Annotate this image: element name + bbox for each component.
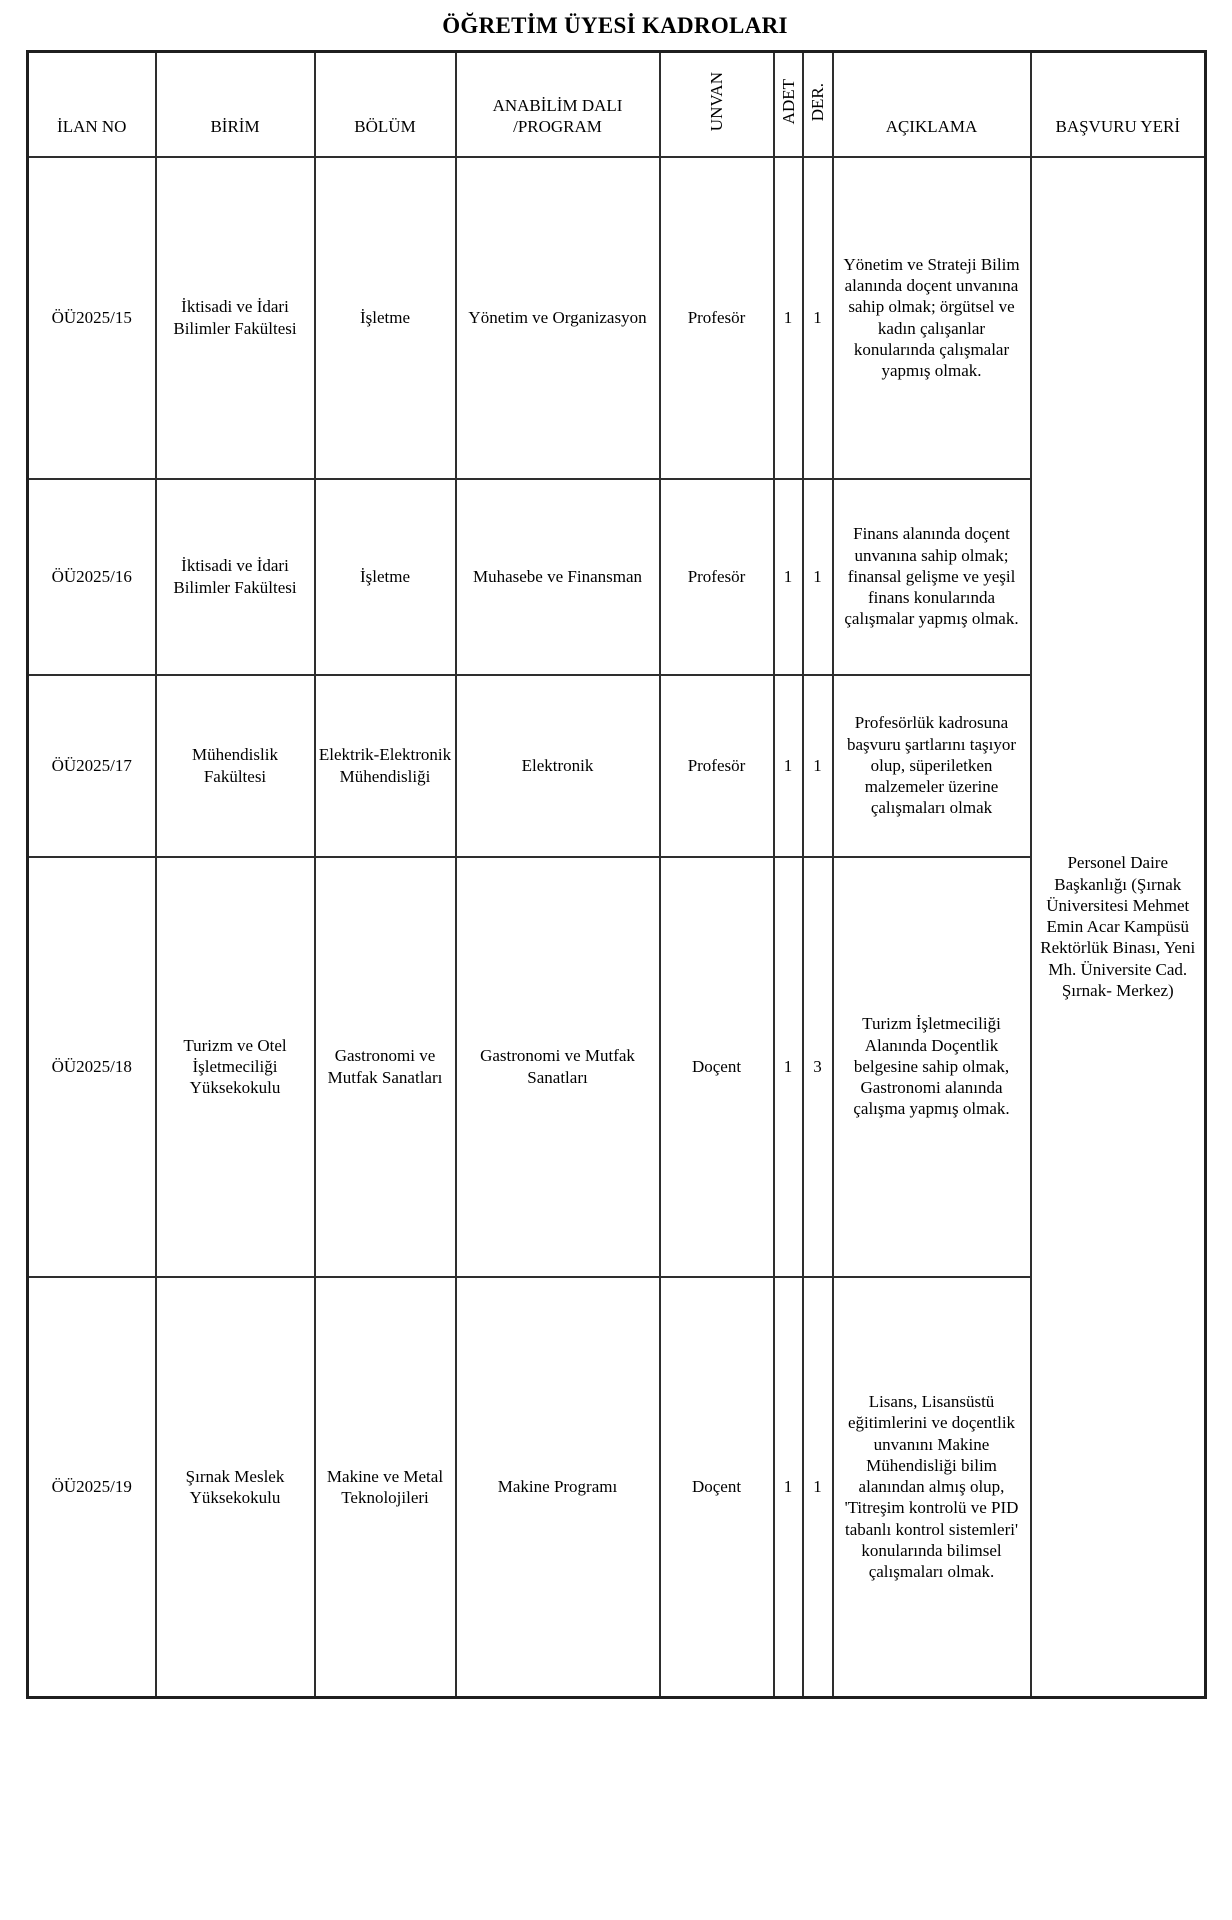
cell-unvan: Profesör: [660, 479, 774, 675]
cell-anabilim: Elektronik: [456, 675, 660, 857]
table-row: [28, 1277, 1206, 1698]
cell-anabilim: Yönetim ve Organizasyon: [456, 157, 660, 479]
header-unvan-label: UNVAN: [707, 72, 726, 132]
cell-adet: 1: [774, 675, 803, 857]
cell-bolum: Elektrik-Elektronik Mühendisliği: [315, 675, 456, 857]
cell-adet: 1: [774, 157, 803, 479]
header-aciklama: [833, 52, 1031, 157]
cell-ilan-no: ÖÜ2025/18: [28, 857, 156, 1277]
cell-der: 1: [803, 157, 833, 479]
header-der-label: DER.: [808, 82, 827, 121]
header-aciklama-label: AÇIKLAMA: [885, 117, 978, 137]
header-basvuru-yeri: [1031, 52, 1206, 157]
header-birim: [156, 52, 315, 157]
header-birim-label: BİRİM: [210, 117, 260, 137]
cell-unvan: Profesör: [660, 675, 774, 857]
header-ilan-no-label: İLAN NO: [57, 117, 127, 137]
cell-der: 3: [803, 857, 833, 1277]
table-row: [28, 479, 1206, 675]
cell-adet: 1: [774, 1277, 803, 1698]
cell-der: 1: [803, 1277, 833, 1698]
header-unvan: [660, 52, 774, 157]
cell-der: 1: [803, 479, 833, 675]
cell-bolum: Gastronomi ve Mutfak Sanatları: [315, 857, 456, 1277]
header-ilan-no: [28, 52, 156, 157]
cell-unvan: Doçent: [660, 857, 774, 1277]
cell-ilan-no: ÖÜ2025/15: [28, 157, 156, 479]
cell-adet: 1: [774, 479, 803, 675]
kadro-table: [26, 50, 1207, 1699]
cell-bolum: Makine ve Metal Teknolojileri: [315, 1277, 456, 1698]
cell-bolum: İşletme: [315, 479, 456, 675]
cell-aciklama: Profesörlük kadrosuna başvuru şartlarını taşıyor olup, süperiletken malzemeler üzerine çalışmaları olmak: [833, 675, 1031, 857]
cell-bolum: İşletme: [315, 157, 456, 479]
cell-aciklama: Turizm İşletmeciliği Alanında Doçentlik belgesine sahip olmak, Gastronomi alanında çalışma yapmış olmak.: [833, 857, 1031, 1277]
header-bolum-label: BÖLÜM: [354, 117, 416, 137]
table-row: [28, 675, 1206, 857]
table-row: [28, 857, 1206, 1277]
cell-ilan-no: ÖÜ2025/17: [28, 675, 156, 857]
cell-aciklama: Lisans, Lisansüstü eğitimlerini ve doçentlik unvanını Makine Mühendisliği bilim alanından almış olup, 'Titreşim kontrolü ve PID tabanlı kontrol sistemleri' konularında bilimsel çalışmaları olmak.: [833, 1277, 1031, 1698]
table-row: [28, 157, 1206, 479]
cell-aciklama: Finans alanında doçent unvanına sahip olmak; finansal gelişme ve yeşil finans konularında çalışmalar yapmış olmak.: [833, 479, 1031, 675]
header-adet-label: ADET: [778, 78, 798, 125]
cell-unvan: Profesör: [660, 157, 774, 479]
cell-ilan-no: ÖÜ2025/16: [28, 479, 156, 675]
cell-birim: İktisadi ve İdari Bilimler Fakültesi: [156, 157, 315, 479]
cell-anabilim: Makine Programı: [456, 1277, 660, 1698]
header-anabilim-line1: ANABİLİM DALI: [492, 96, 623, 115]
header-anabilim: [456, 52, 660, 157]
cell-basvuru-yeri: Personel Daire Başkanlığı (Şırnak Üniversitesi Mehmet Emin Acar Kampüsü Rektörlük Binası, Yeni Mh. Üniversite Cad. Şırnak- Merkez): [1031, 157, 1206, 1698]
cell-anabilim: Muhasebe ve Finansman: [456, 479, 660, 675]
cell-birim: Şırnak Meslek Yüksekokulu: [156, 1277, 315, 1698]
header-basvuru-yeri-label: BAŞVURU YERİ: [1055, 117, 1181, 137]
cell-adet: 1: [774, 857, 803, 1277]
cell-anabilim: Gastronomi ve Mutfak Sanatları: [456, 857, 660, 1277]
page-title: ÖĞRETİM ÜYESİ KADROLARI: [442, 13, 788, 38]
header-adet: [774, 52, 803, 157]
header-der: [803, 52, 833, 157]
cell-unvan: Doçent: [660, 1277, 774, 1698]
cell-birim: İktisadi ve İdari Bilimler Fakültesi: [156, 479, 315, 675]
cell-der: 1: [803, 675, 833, 857]
cell-birim: Mühendislik Fakültesi: [156, 675, 315, 857]
header-row: [28, 52, 1206, 157]
header-anabilim-line2: /PROGRAM: [513, 117, 602, 137]
cell-birim: Turizm ve Otel İşletmeciliği Yüksekokulu: [156, 857, 315, 1277]
header-bolum: [315, 52, 456, 157]
cell-ilan-no: ÖÜ2025/19: [28, 1277, 156, 1698]
cell-aciklama: Yönetim ve Strateji Bilim alanında doçent unvanına sahip olmak; örgütsel ve kadın çalışanlar konularında çalışmalar yapmış olmak.: [833, 157, 1031, 479]
